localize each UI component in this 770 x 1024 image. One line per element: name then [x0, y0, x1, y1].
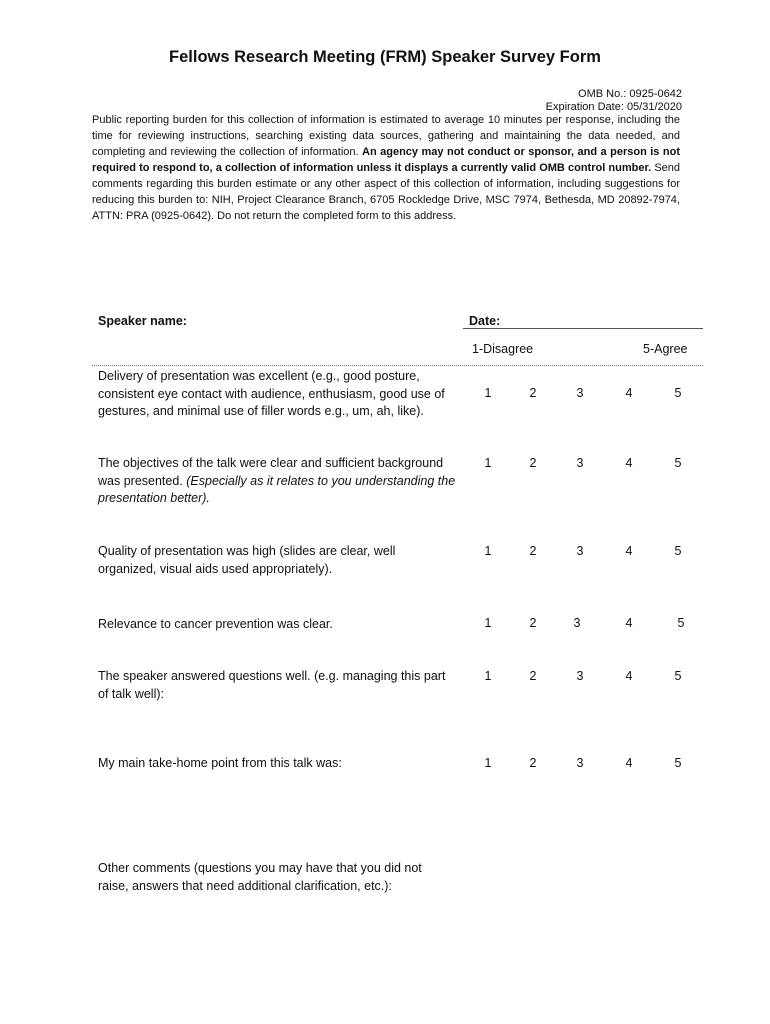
rating-option-5[interactable]: 5 — [674, 669, 682, 683]
rating-option-4[interactable]: 4 — [625, 386, 633, 400]
other-comments-label: Other comments (questions you may have that you did not raise, answers that need additional clarification, etc.): — [98, 861, 422, 893]
expiration-date: Expiration Date: 05/31/2020 — [545, 101, 682, 113]
question-main-text: The speaker answered questions well. (e.g. managing this part of talk well): — [98, 669, 446, 701]
rating-option-1[interactable]: 1 — [484, 456, 492, 470]
rating-option-1[interactable]: 1 — [484, 386, 492, 400]
question-text — [98, 668, 458, 703]
burden-statement — [92, 112, 680, 224]
question-main-text: The objectives of the talk were clear and sufficient background was presented. — [98, 456, 444, 488]
rating-option-3[interactable]: 3 — [576, 756, 584, 770]
rating-option-3[interactable]: 3 — [576, 456, 584, 470]
form-title: Fellows Research Meeting (FRM) Speaker Survey Form — [169, 48, 601, 66]
rating-option-2[interactable]: 2 — [529, 669, 537, 683]
rating-option-2[interactable]: 2 — [529, 756, 537, 770]
question-main-text: Relevance to cancer prevention was clear. — [98, 617, 333, 631]
rating-option-3[interactable]: 3 — [576, 544, 584, 558]
burden-text-2: Send comments regarding this burden estimate or any other aspect of this collection of information, including suggestions for reducing this burden to: NIH, Project Clearance Branch, 6705 Rockledge Drive, MSC 7974, Bethesda, MD 20892-7974, ATTN: PRA (0925-0642). Do not return the completed form to this address. — [92, 162, 681, 222]
rating-option-2[interactable]: 2 — [529, 616, 537, 630]
rating-option-3[interactable]: 3 — [573, 616, 581, 630]
rating-option-5[interactable]: 5 — [677, 616, 685, 630]
rating-option-5[interactable]: 5 — [674, 756, 682, 770]
question-main-text: Quality of presentation was high (slides are clear, well organized, visual aids used appropriately). — [98, 544, 396, 576]
date-label: Date: — [469, 314, 501, 328]
date-underline — [463, 328, 703, 329]
rating-option-3[interactable]: 3 — [576, 669, 584, 683]
question-main-text: My main take-home point from this talk was: — [98, 756, 342, 770]
rating-option-5[interactable]: 5 — [674, 456, 682, 470]
question-text — [98, 543, 428, 578]
speaker-name-label: Speaker name: — [98, 314, 187, 328]
burden-text-bold: An agency may not conduct or sponsor, and a person is not required to respond to, a collection of information unless it displays a currently valid OMB control number. — [92, 146, 680, 174]
rating-option-2[interactable]: 2 — [529, 386, 537, 400]
header-divider — [92, 365, 703, 366]
question-text — [98, 368, 458, 421]
rating-option-1[interactable]: 1 — [484, 669, 492, 683]
rating-option-5[interactable]: 5 — [674, 386, 682, 400]
question-text — [98, 755, 458, 773]
rating-option-5[interactable]: 5 — [674, 544, 682, 558]
question-text — [98, 455, 458, 508]
rating-option-2[interactable]: 2 — [529, 456, 537, 470]
rating-option-1[interactable]: 1 — [484, 544, 492, 558]
rating-option-4[interactable]: 4 — [625, 669, 633, 683]
scale-high-label: 5-Agree — [643, 342, 688, 356]
scale-low-label: 1-Disagree — [472, 342, 534, 356]
rating-option-1[interactable]: 1 — [484, 616, 492, 630]
rating-option-4[interactable]: 4 — [625, 756, 633, 770]
question-main-text: Delivery of presentation was excellent (e.g., good posture, consistent eye contact with audience, enthusiasm, good use of gestures, and minimal use of filler words e.g., um, ah, like). — [98, 369, 445, 418]
rating-option-4[interactable]: 4 — [625, 456, 633, 470]
rating-option-4[interactable]: 4 — [625, 544, 633, 558]
burden-text-1: Public reporting burden for this collection of information is estimated to average 10 minutes per response, including the time for reviewing instructions, searching existing data sources, gathering and maintaining the data needed, and completing and reviewing the collection of information. — [92, 114, 680, 158]
omb-number: OMB No.: 0925-0642 — [578, 88, 682, 100]
rating-option-2[interactable]: 2 — [529, 544, 537, 558]
rating-option-3[interactable]: 3 — [576, 386, 584, 400]
question-note: (Especially as it relates to you understanding the presentation better). — [98, 473, 456, 505]
question-text — [98, 616, 458, 634]
rating-option-1[interactable]: 1 — [484, 756, 492, 770]
rating-option-4[interactable]: 4 — [625, 616, 633, 630]
